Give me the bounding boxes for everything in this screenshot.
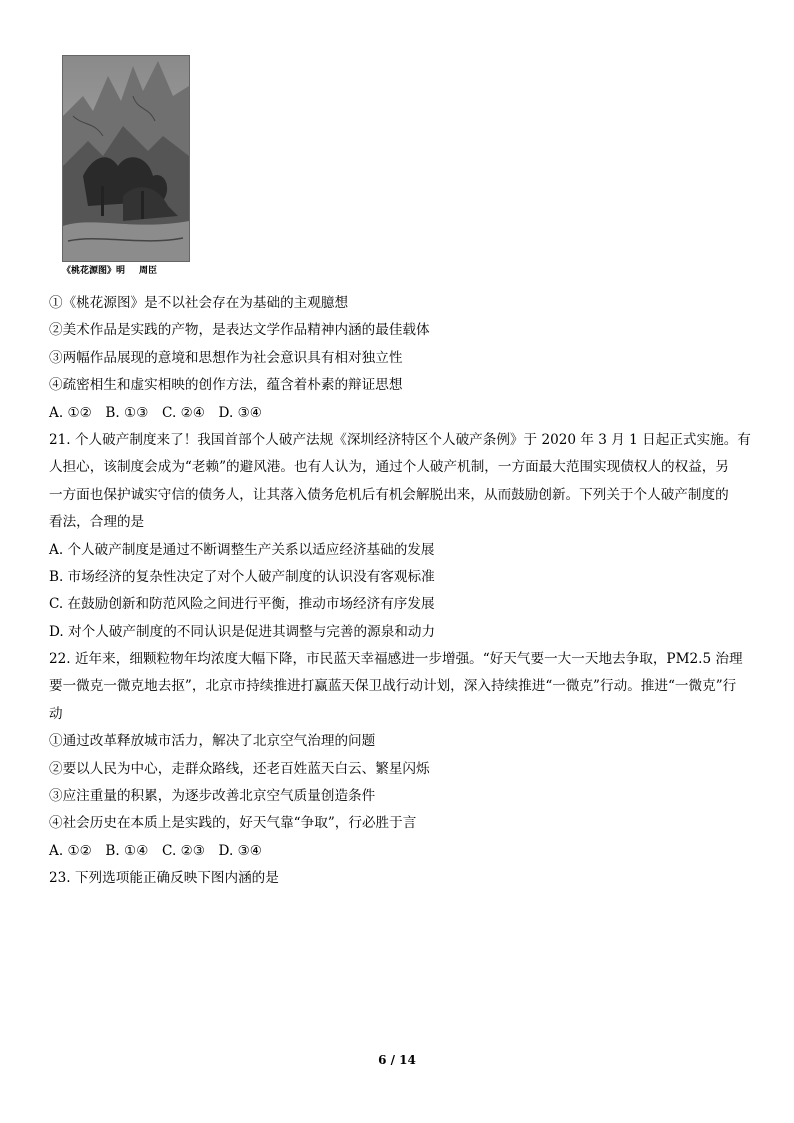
text-line: ②要以人民为中心，走群众路线，还老百姓蓝天白云、繁星闪烁 xyxy=(49,760,430,777)
text-line: ④社会历史在本质上是实践的，好天气靠“争取”，行必胜于言 xyxy=(49,815,417,832)
answer-options: A. ①② B. ①③ C. ②④ D. ③④ xyxy=(49,404,262,421)
text-line: ①《桃花源图》是不以社会存在为基础的主观臆想 xyxy=(49,295,349,311)
text-line: ①通过改革释放城市活力，解决了北京空气治理的问题 xyxy=(49,733,376,750)
question-22-stem: 22. 近年来，细颗粒物年均浓度大幅下降，市民蓝天幸福感进一步增强。“好天气要一大一天地去争取，PM2.5 治理 xyxy=(49,651,743,668)
text-line: 看法，合理的是 xyxy=(49,514,145,531)
option-c: C. 在鼓励创新和防范风险之间进行平衡，推动市场经济有序发展 xyxy=(49,596,435,613)
text-line: 要一微克一微克地去抠”，北京市持续推进打赢蓝天保卫战行动计划，深入持续推进“一微克”行动。推进“一微克”行 xyxy=(49,678,737,695)
page-number: 6 / 14 xyxy=(378,1053,416,1067)
painting-caption xyxy=(62,263,202,276)
caption-title: 《桃花源图》明 xyxy=(62,266,126,276)
text-line: ③两幅作品展现的意境和思想作为社会意识具有相对独立性 xyxy=(49,349,403,366)
text-line: 动 xyxy=(49,705,63,722)
option-a: A. 个人破产制度是通过不断调整生产关系以适应经济基础的发展 xyxy=(49,541,435,558)
taohuayuan-painting-image xyxy=(62,55,190,262)
text-line: ③应注重量的积累，为逐步改善北京空气质量创造条件 xyxy=(49,788,376,805)
text-line: ②美术作品是实践的产物，是表达文学作品精神内涵的最佳载体 xyxy=(49,322,430,339)
text-line: 一方面也保护诚实守信的债务人，让其落入债务危机后有机会解脱出来，从而鼓励创新。下列关于个人破产制度的 xyxy=(49,486,729,503)
text-line: 人担心，该制度会成为“老赖”的避风港。也有人认为，通过个人破产机制，一方面最大范围实现债权人的权益，另 xyxy=(49,459,729,476)
option-b: B. 市场经济的复杂性决定了对个人破产制度的认识没有客观标准 xyxy=(49,568,435,585)
question-text-body xyxy=(49,290,759,893)
caption-author: 周臣 xyxy=(139,266,158,276)
text-line: ④疏密相生和虚实相映的创作方法，蕴含着朴素的辩证思想 xyxy=(49,377,403,394)
option-d: D. 对个人破产制度的不同认识是促进其调整与完善的源泉和动力 xyxy=(49,623,436,640)
question-23-stem: 23. 下列选项能正确反映下图内涵的是 xyxy=(49,870,279,887)
question-21-stem: 21. 个人破产制度来了！我国首部个人破产法规《深圳经济特区个人破产条例》于 2020 年 3 月 1 日起正式实施。有 xyxy=(49,431,751,448)
answer-options: A. ①② B. ①④ C. ②③ D. ③④ xyxy=(49,842,262,859)
